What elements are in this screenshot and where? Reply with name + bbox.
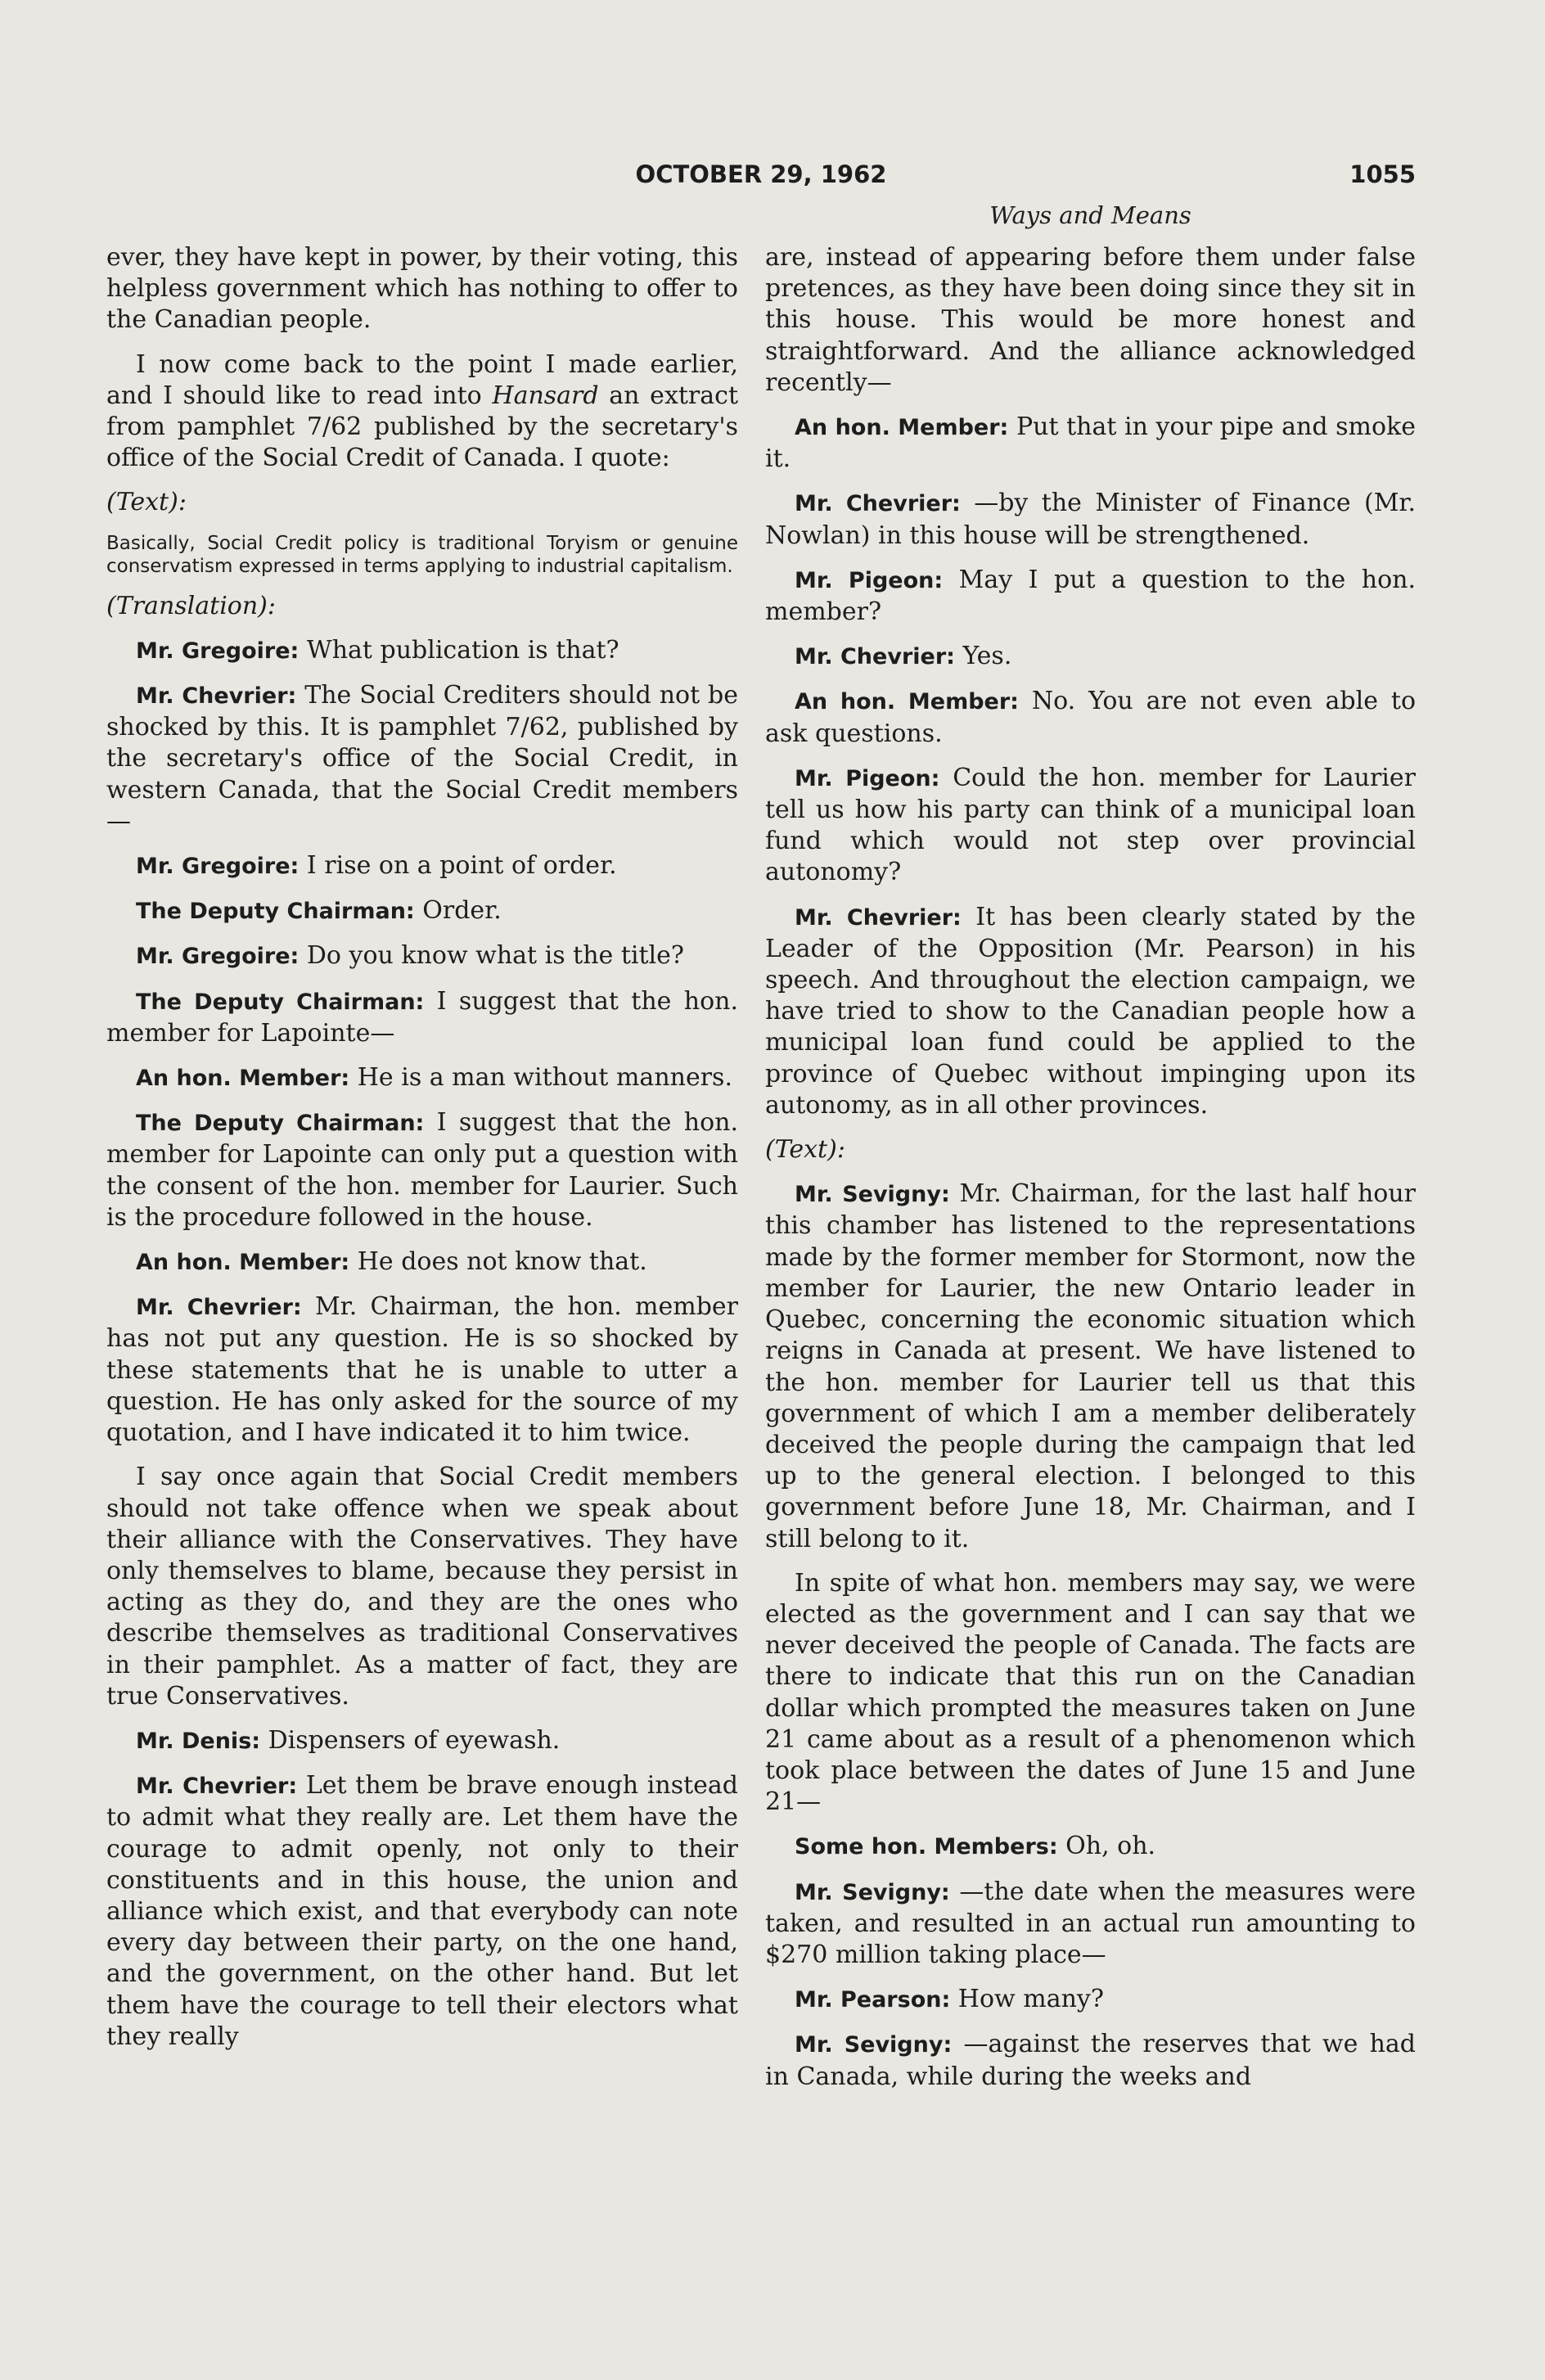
speaker: Mr. Gregoire: bbox=[136, 638, 300, 664]
quotation: Basically, Social Credit policy is traditional Toryism or genuine conservatism expressed in terms applying to industrial capitalism. bbox=[106, 532, 738, 577]
speech: Mr. Sevigny: —against the reserves that we had in Canada, while during the weeks and bbox=[765, 2030, 1416, 2091]
speaker: Mr. Denis: bbox=[136, 1728, 261, 1754]
speaker: Mr. Chevrier: bbox=[795, 904, 962, 931]
speaker: The Deputy Chairman: bbox=[136, 899, 415, 925]
speech: The Deputy Chairman: Order. bbox=[136, 896, 502, 926]
translation-label: (Translation): bbox=[106, 591, 276, 620]
paragraph: are, instead of appearing before them under false pretences, as they have been doing since they sit in this house. This would be more honest and straightforward. And the alliance acknowledged recently— bbox=[765, 243, 1416, 397]
speech: Mr. Chevrier: Let them be brave enough instead to admit what they really are. Let them have the courage to admit openly, not only to their constituents and in this house, the union and alliance which exist, and that everybody can note every day between their party, on the one hand, and the government, on the other hand. But let them have the courage to tell their electors what they really bbox=[106, 1771, 739, 2051]
speaker: Mr. Sevigny: bbox=[795, 1182, 950, 1208]
speaker: Mr. Sevigny: bbox=[795, 2032, 953, 2058]
page-header bbox=[106, 160, 1416, 196]
paragraph: I say once again that Social Credit members should not take offence when we speak about their alliance with the Conservatives. They have only themselves to blame, because they persist in acting as they do, and they are the ones who describe themselves as traditional Conservatives in their pamphlet. As a matter of fact, they are true Conservatives. bbox=[106, 1463, 738, 1711]
speech: Mr. Chevrier: Yes. bbox=[795, 642, 1012, 671]
speech: Some hon. Members: Oh, oh. bbox=[795, 1832, 1156, 1861]
speaker: Mr. Chevrier: bbox=[795, 491, 961, 517]
section-title: Ways and Means bbox=[989, 201, 1191, 229]
speaker: Mr. Gregoire: bbox=[136, 944, 300, 970]
speaker: An hon. Member: bbox=[795, 689, 1019, 715]
speaker: The Deputy Chairman: bbox=[136, 1111, 425, 1137]
speaker: Some hon. Members: bbox=[795, 1834, 1058, 1860]
speech: Mr. Gregoire: What publication is that? bbox=[136, 635, 619, 665]
left-column bbox=[106, 242, 738, 2066]
speech: Mr. Gregoire: Do you know what is the title? bbox=[136, 941, 684, 971]
hansard-italic: Hansard bbox=[492, 381, 599, 410]
speaker: An hon. Member: bbox=[136, 1250, 350, 1276]
speaker: An hon. Member: bbox=[795, 415, 1009, 441]
paragraph: In spite of what hon. members may say, we were elected as the government and I can say that we never deceived the people of Canada. The facts are there to indicate that this run on the Canadian dollar which prompted the measures taken on June 21 came about as a result of a phenomenon which took place between the dates of June 15 and June 21— bbox=[765, 1568, 1416, 1817]
speech: Mr. Denis: Dispensers of eyewash. bbox=[136, 1725, 561, 1755]
speech: Mr. Pearson: How many? bbox=[795, 1985, 1104, 2014]
speech: Mr. Pigeon: May I put a question to the hon. member? bbox=[765, 565, 1417, 627]
speaker: An hon. Member: bbox=[136, 1066, 350, 1092]
speech: The Deputy Chairman: I suggest that the hon. member for Lapointe can only put a question with the consent of the hon. member for Laurier. Such is the procedure followed in the house. bbox=[106, 1108, 738, 1232]
speaker: Mr. Pigeon: bbox=[795, 567, 944, 593]
speech: Mr. Pigeon: Could the hon. member for Laurier tell us how his party can think of a municipal loan fund which would not step over provincial autonomy? bbox=[765, 763, 1416, 887]
speech: The Deputy Chairman: I suggest that the hon. member for Lapointe— bbox=[106, 986, 738, 1048]
page-number: 1055 bbox=[1349, 160, 1416, 188]
speaker: Mr. Chevrier: bbox=[136, 1774, 298, 1800]
text-label: (Text): bbox=[765, 1135, 845, 1165]
right-column bbox=[765, 242, 1416, 2106]
speech: Mr. Sevigny: —the date when the measures were taken, and resulted in an actual run amounting to $270 million taking place— bbox=[765, 1877, 1416, 1969]
paragraph: ever, they have kept in power, by their voting, this helpless government which has nothing to offer to the Canadian people. bbox=[106, 243, 738, 335]
speech: An hon. Member: Put that in your pipe and smoke it. bbox=[765, 412, 1416, 474]
speech: An hon. Member: He does not know that. bbox=[136, 1247, 647, 1277]
speaker: Mr. Sevigny: bbox=[795, 1879, 950, 1905]
speaker: Mr. Chevrier: bbox=[136, 1295, 302, 1321]
speaker: Mr. Pigeon: bbox=[795, 765, 940, 791]
text-label: (Text): bbox=[106, 488, 187, 517]
page-date: OCTOBER 29, 1962 bbox=[635, 160, 887, 188]
speech: Mr. Chevrier: It has been clearly stated by the Leader of the Opposition (Mr. Pearson) in his speech. And throughout the election campaign, we have tried to show to the Canadian people how a municipal loan fund could be applied to the province of Quebec without impinging upon its autonomy, as in all other provinces. bbox=[765, 902, 1416, 1120]
speaker: Mr. Chevrier: bbox=[136, 683, 297, 710]
speaker: Mr. Gregoire: bbox=[136, 854, 300, 880]
speech: Mr. Sevigny: Mr. Chairman, for the last half hour this chamber has listened to the representations made by the former member for Stormont, now the member for Laurier, the new Ontario leader in Quebec, concerning the economic situation which reigns in Canada at present. We have listened to the hon. member for Laurier tell us that this government of which I am a member deliberately deceived the people during the campaign that led up to the general election. I belonged to this government before June 18, Mr. Chairman, and I still belong to it. bbox=[765, 1179, 1416, 1553]
speech: Mr. Chevrier: —by the Minister of Finance (Mr. Nowlan) in this house will be strengthened. bbox=[765, 489, 1416, 550]
speaker: Mr. Chevrier: bbox=[795, 644, 955, 670]
speech: An hon. Member: He is a man without manners. bbox=[136, 1063, 732, 1093]
speaker: The Deputy Chairman: bbox=[136, 989, 425, 1015]
speech: An hon. Member: No. You are not even able to ask questions. bbox=[765, 687, 1417, 748]
paragraph: I now come back to the point I made earlier, and I should like to read into Hansard an extract from pamphlet 7/62 published by the secretary's office of the Social Credit of Canada. I quote: bbox=[106, 349, 738, 473]
speech: Mr. Chevrier: Mr. Chairman, the hon. member has not put any question. He is so shocked by these statements that he is unable to utter a question. He has only asked for the source of my quotation, and I have indicated it to him twice. bbox=[106, 1292, 738, 1448]
speech: Mr. Chevrier: The Social Crediters should not be shocked by this. It is pamphlet 7/62, published by the secretary's office of the Social Credit, in western Canada, that the Social Credit members— bbox=[106, 681, 739, 836]
speech: Mr. Gregoire: I rise on a point of order. bbox=[136, 851, 617, 881]
speaker: Mr. Pearson: bbox=[795, 1987, 951, 2013]
